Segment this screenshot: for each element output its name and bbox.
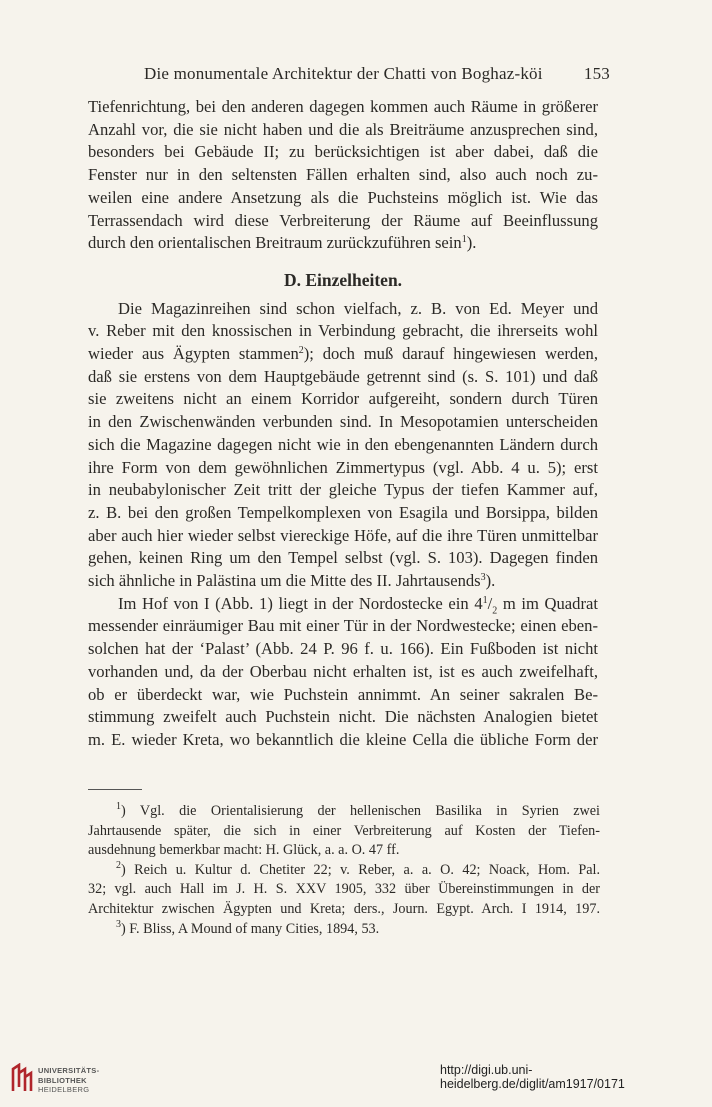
logo-line: UNIVERSITÄTS- (38, 1066, 100, 1075)
text-fragment: ) F. Bliss, A Mound of many Cities, 1894, 53. (121, 920, 380, 937)
text-line: besonders bei Gebäude II; zu berücksichtigen ist aber dabei, daß die (88, 142, 598, 162)
footnote-ref: 1 (461, 234, 467, 246)
text-line: messender einräumiger Bau mit einer Tür in der Nordwestecke; einen eben- (88, 616, 598, 636)
footnote-mark: 3 (116, 918, 121, 930)
footnote-divider (88, 789, 142, 790)
section-heading: D. Einzelheiten. (283, 269, 403, 290)
library-logo[interactable] (10, 1063, 130, 1097)
fraction-numerator: 1 (482, 594, 488, 606)
footnote-ref: 3 (480, 572, 486, 584)
text-line: v. Reber mit den knossischen in Verbindung gebracht, die ihrerseits wohl (88, 321, 598, 341)
library-logo-text (38, 1066, 99, 1095)
text-line: in neubabylonischer Zeit tritt der gleiche Typus der tiefen Kammer auf, (88, 480, 598, 500)
text-line: z. B. bei den großen Tempelkomplexen von Esagila und Borsippa, bilden (88, 502, 598, 522)
footnote-3 (88, 920, 600, 940)
logo-line: HEIDELBERG (38, 1085, 90, 1094)
text-fragment: m im Quadrat (497, 593, 598, 613)
text-line: Anzahl vor, die sie nicht haben und die als Breiträume anzusprechen sind, (88, 119, 598, 139)
source-url[interactable]: http://digi.ub.uni-heidelberg.de/diglit/am1917/0171 (440, 1063, 625, 1091)
text-line: sie zweitens nicht an einem Korridor aufgereiht, sondern durch Türen (88, 389, 598, 409)
footnote-mark: 2 (116, 859, 121, 871)
page-number: 153 (583, 64, 610, 83)
text-line: in den Zwischenwänden verbunden sind. In Mesopotamien unterscheiden (88, 412, 598, 432)
footnotes (88, 802, 600, 939)
paragraph-3 (88, 593, 598, 752)
footnote-line: Architektur zwischen Ägypten und Kreta; ders., Journ. Egypt. Arch. I 1914, 197. (88, 900, 600, 917)
text-line: Terrassendach wird diese Verbreiterung der Räume auf Beeinflussung (88, 210, 598, 230)
text-line: m. E. wieder Kreta, wo bekanntlich die kleine Cella die übliche Form der (88, 729, 598, 749)
text-fragment: ). (485, 571, 496, 591)
text-line: aber auch hier wieder selbst viereckige Höfe, auf die ihre Türen unmittelbar (88, 525, 598, 545)
text-fragment: wieder aus Ägypten stammen (88, 344, 299, 364)
text-line: sich die Magazine dagegen nicht wie in den ebengenannten Ländern durch (88, 434, 598, 454)
text-line: solchen hat der ‘Palast’ (Abb. 24 P. 96 f. u. 166). Ein Fußboden ist nicht (88, 639, 598, 659)
text-line: gehen, keinen Ring um den Tempel selbst (vgl. S. 103). Dagegen finden (88, 548, 598, 568)
text-line: vorhanden und, da der Oberbau nicht erhalten ist, ist es auch zweifelhaft, (88, 661, 598, 681)
text-line: weilen eine andere Ansetzung als die Puchsteins möglich ist. Wie das (88, 187, 598, 207)
text-line (88, 343, 598, 366)
fraction-denominator: 2 (492, 605, 498, 617)
text-fragment: ). (466, 233, 477, 253)
text-line: ihre Form von dem gewöhnlichen Zimmertypus (vgl. Abb. 4 u. 5); erst (88, 457, 598, 477)
footnote-1 (88, 802, 600, 822)
text-line (88, 593, 598, 616)
paragraph-1 (88, 96, 598, 255)
text-fragment: sich ähnliche in Palästina um die Mitte des II. Jahrtausends (88, 571, 481, 591)
text-fragment: ) Vgl. die Orientalisierung der hellenischen Basilika in Syrien zwei (121, 803, 600, 819)
footnote-line: Jahrtausende später, die sich in einer Verbreiterung auf Kosten der Tiefen- (88, 822, 600, 839)
footnote-ref: 2 (298, 345, 304, 357)
running-header (88, 64, 610, 92)
footnote-mark: 1 (116, 801, 121, 812)
header-title: Die monumentale Architektur der Chatti von Boghaz-köi (144, 64, 543, 83)
text-fragment: ); doch muß darauf hingewiesen werden, (303, 344, 598, 364)
footnote-line: 32; vgl. auch Hall im J. H. S. XXV 1905, 332 über Übereinstimmungen in der (88, 881, 600, 898)
main-text (88, 96, 598, 752)
text-line: stimmung zweifelt auch Puchstein nicht. Die nächsten Analogien bietet (88, 707, 598, 727)
text-line: daß sie erstens von dem Hauptgebäude getrennt sind (s. S. 101) und daß (88, 366, 598, 386)
text-line: Tiefenrichtung, bei den anderen dagegen kommen auch Räume in größerer (88, 97, 598, 116)
paragraph-2 (88, 298, 598, 593)
text-line (88, 232, 598, 255)
text-line: ob er überdeckt war, wie Puchstein annimmt. An seiner sakralen Be- (88, 684, 598, 704)
logo-line: BIBLIOTHEK (38, 1075, 87, 1085)
fraction-slash: / (487, 593, 493, 613)
footnote-2 (88, 861, 600, 881)
library-logo-icon (10, 1063, 34, 1093)
text-line: Die Magazinreihen sind schon vielfach, z. B. von Ed. Meyer und (118, 298, 598, 318)
text-line (88, 570, 598, 593)
text-fragment: Im Hof von I (Abb. 1) liegt in der Nordostecke ein 4 (118, 593, 483, 613)
text-fragment: durch den orientalischen Breitraum zurückzuführen sein (88, 233, 462, 253)
text-line: Fenster nur in den seltensten Fällen erhalten sind, also auch noch zu- (88, 165, 598, 185)
text-fragment: ) Reich u. Kultur d. Chetiter 22; v. Reber, a. a. O. 42; Noack, Hom. Pal. (121, 861, 600, 878)
footnote-line: ausdehnung bemerkbar macht: H. Glück, a. a. O. 47 ff. (88, 842, 400, 859)
